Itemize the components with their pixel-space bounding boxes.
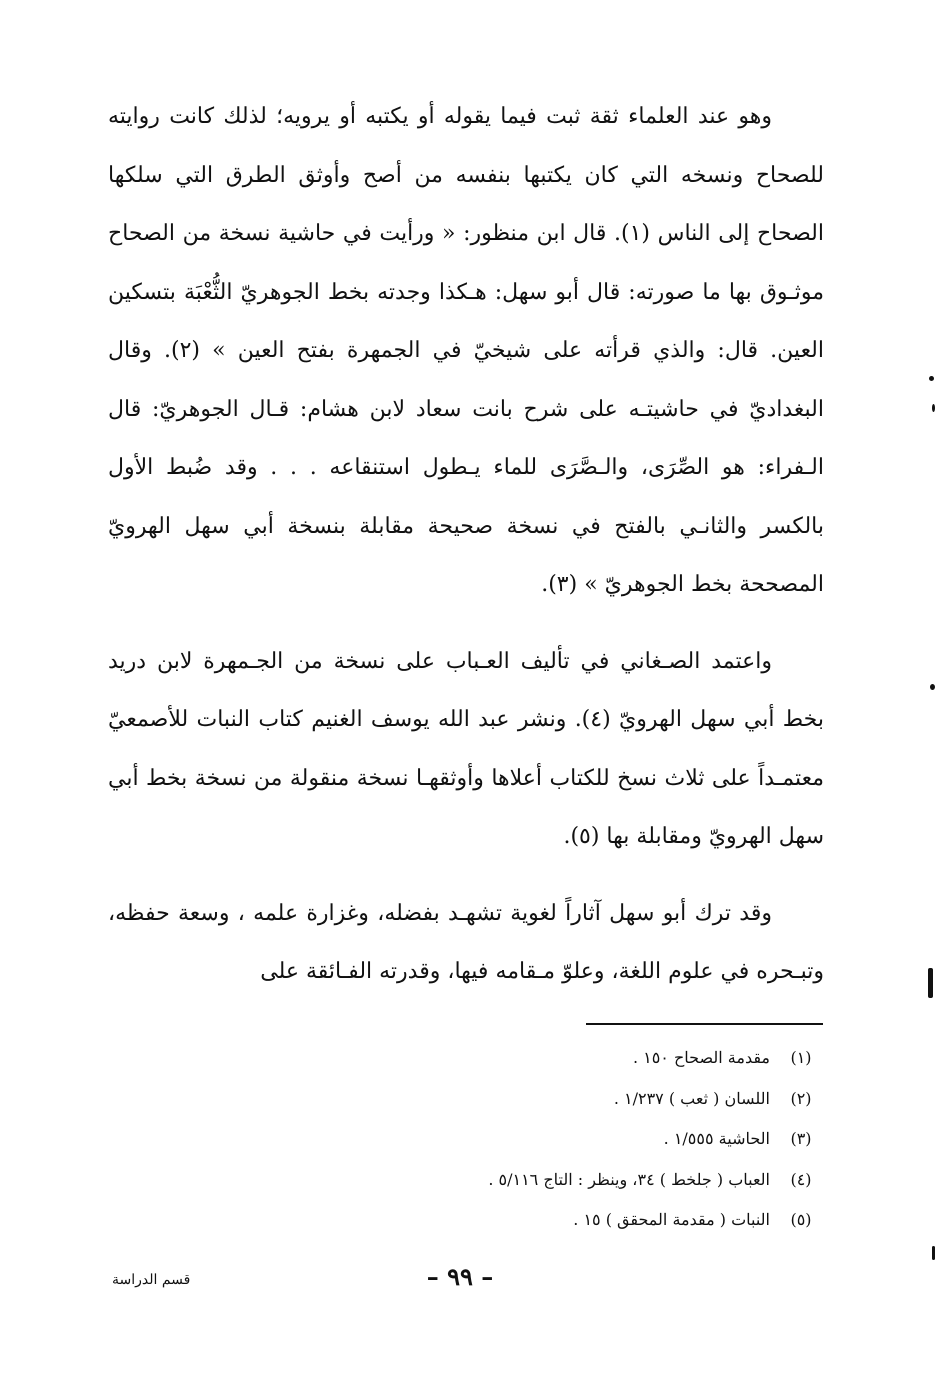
section-label: قسم الدراسة [112,1272,191,1288]
footnote-3 [360,1119,826,1160]
scan-dot [932,1246,935,1260]
scan-dot [928,968,933,998]
footnote-text: النبات ( مقدمة المحقق ) ١٥ . [573,1210,770,1229]
footnote-5 [360,1200,826,1241]
paragraph-3: وقد ترك أبو سهل آثاراً لغوية تشهـد بفضله، وغزارة علمه ، وسعة حفظه، وتبـحره في علوم اللغة، وعلوّ مـقامه فيها، وقدرته الفـائقة على [108,900,824,984]
footnote-1 [360,1038,826,1079]
footnote-text: مقدمة الصحاح ١٥٠ . [632,1048,770,1067]
footnote-number: (٣) [790,1129,812,1148]
footnote-divider [586,1023,823,1025]
footnote-number: (٤) [790,1169,812,1189]
footnotes [360,1038,826,1241]
footnote-text: العباب ( جلخط ) ٣٤، وينظر : التاج ٥/١١٦ . [488,1169,770,1189]
footnote-number: (٥) [790,1210,812,1229]
main-text [108,88,824,1020]
footnote-4 [360,1160,826,1201]
footnote-text: الحاشية ١/٥٥٥ . [663,1129,770,1148]
page-number: – ٩٩ – [426,1262,494,1291]
footnote-number: (٢) [790,1088,812,1108]
scan-dot [932,404,935,412]
scan-dot [929,376,934,381]
footnote-text: اللسان ( ثعب ) ١/٢٣٧ . [613,1088,770,1108]
footnote-2 [360,1079,826,1120]
paragraph-2: واعتمد الصـغاني في تأليف العـباب على نسخة من الجـمهرة لابن دريد بخط أبي سهل الهرويّ (٤). ونشر عبد الله يوسف الغنيم كتاب النبات للأصمعيّ معتمـداً على ثلاث نسخ للكتاب أعلاها وأوثقهـا نسخة منقولة من نسخة بخط أبي سهل الهرويّ ومقابلة بها (٥). [108,648,825,849]
paragraph-1: وهو عند العلماء ثقة ثبت فيما يقوله أو يكتبه أو يرويه؛ لذلك كانت روايته للصحاح ونسخه التي كان يكتبها بنفسه من أصح وأوثق الطرق التي سلكها الصحاح إلى الناس (١). قال ابن منظور: « ورأيت في حاشية نسخة من الصحاح موثـوق بها ما صورته: قال أبو سهل: هـكذا وجدته بخط الجوهريّ الثُّعْبَة بتسكين العين. قال: والذي قرأته على شيخيّ في الجمهرة بفتح العين » (٢). وقال البغداديّ في حاشيتـه على شرح بانت سعاد لابن هشام: قـال الجوهريّ: قال الـفراء: هو الصِّرَى، والـصَّرَى للماء يـطول استنقاعه . . . وقد ضُبط الأول بالكسر والثانـي بالفتح في نسخة صحيحة مقابلة بنسخة أبي سهل الهرويّ المصححة بخط الجوهريّ » (٣). [108,104,824,597]
scan-dot [930,684,935,690]
footnote-number: (١) [790,1048,812,1067]
